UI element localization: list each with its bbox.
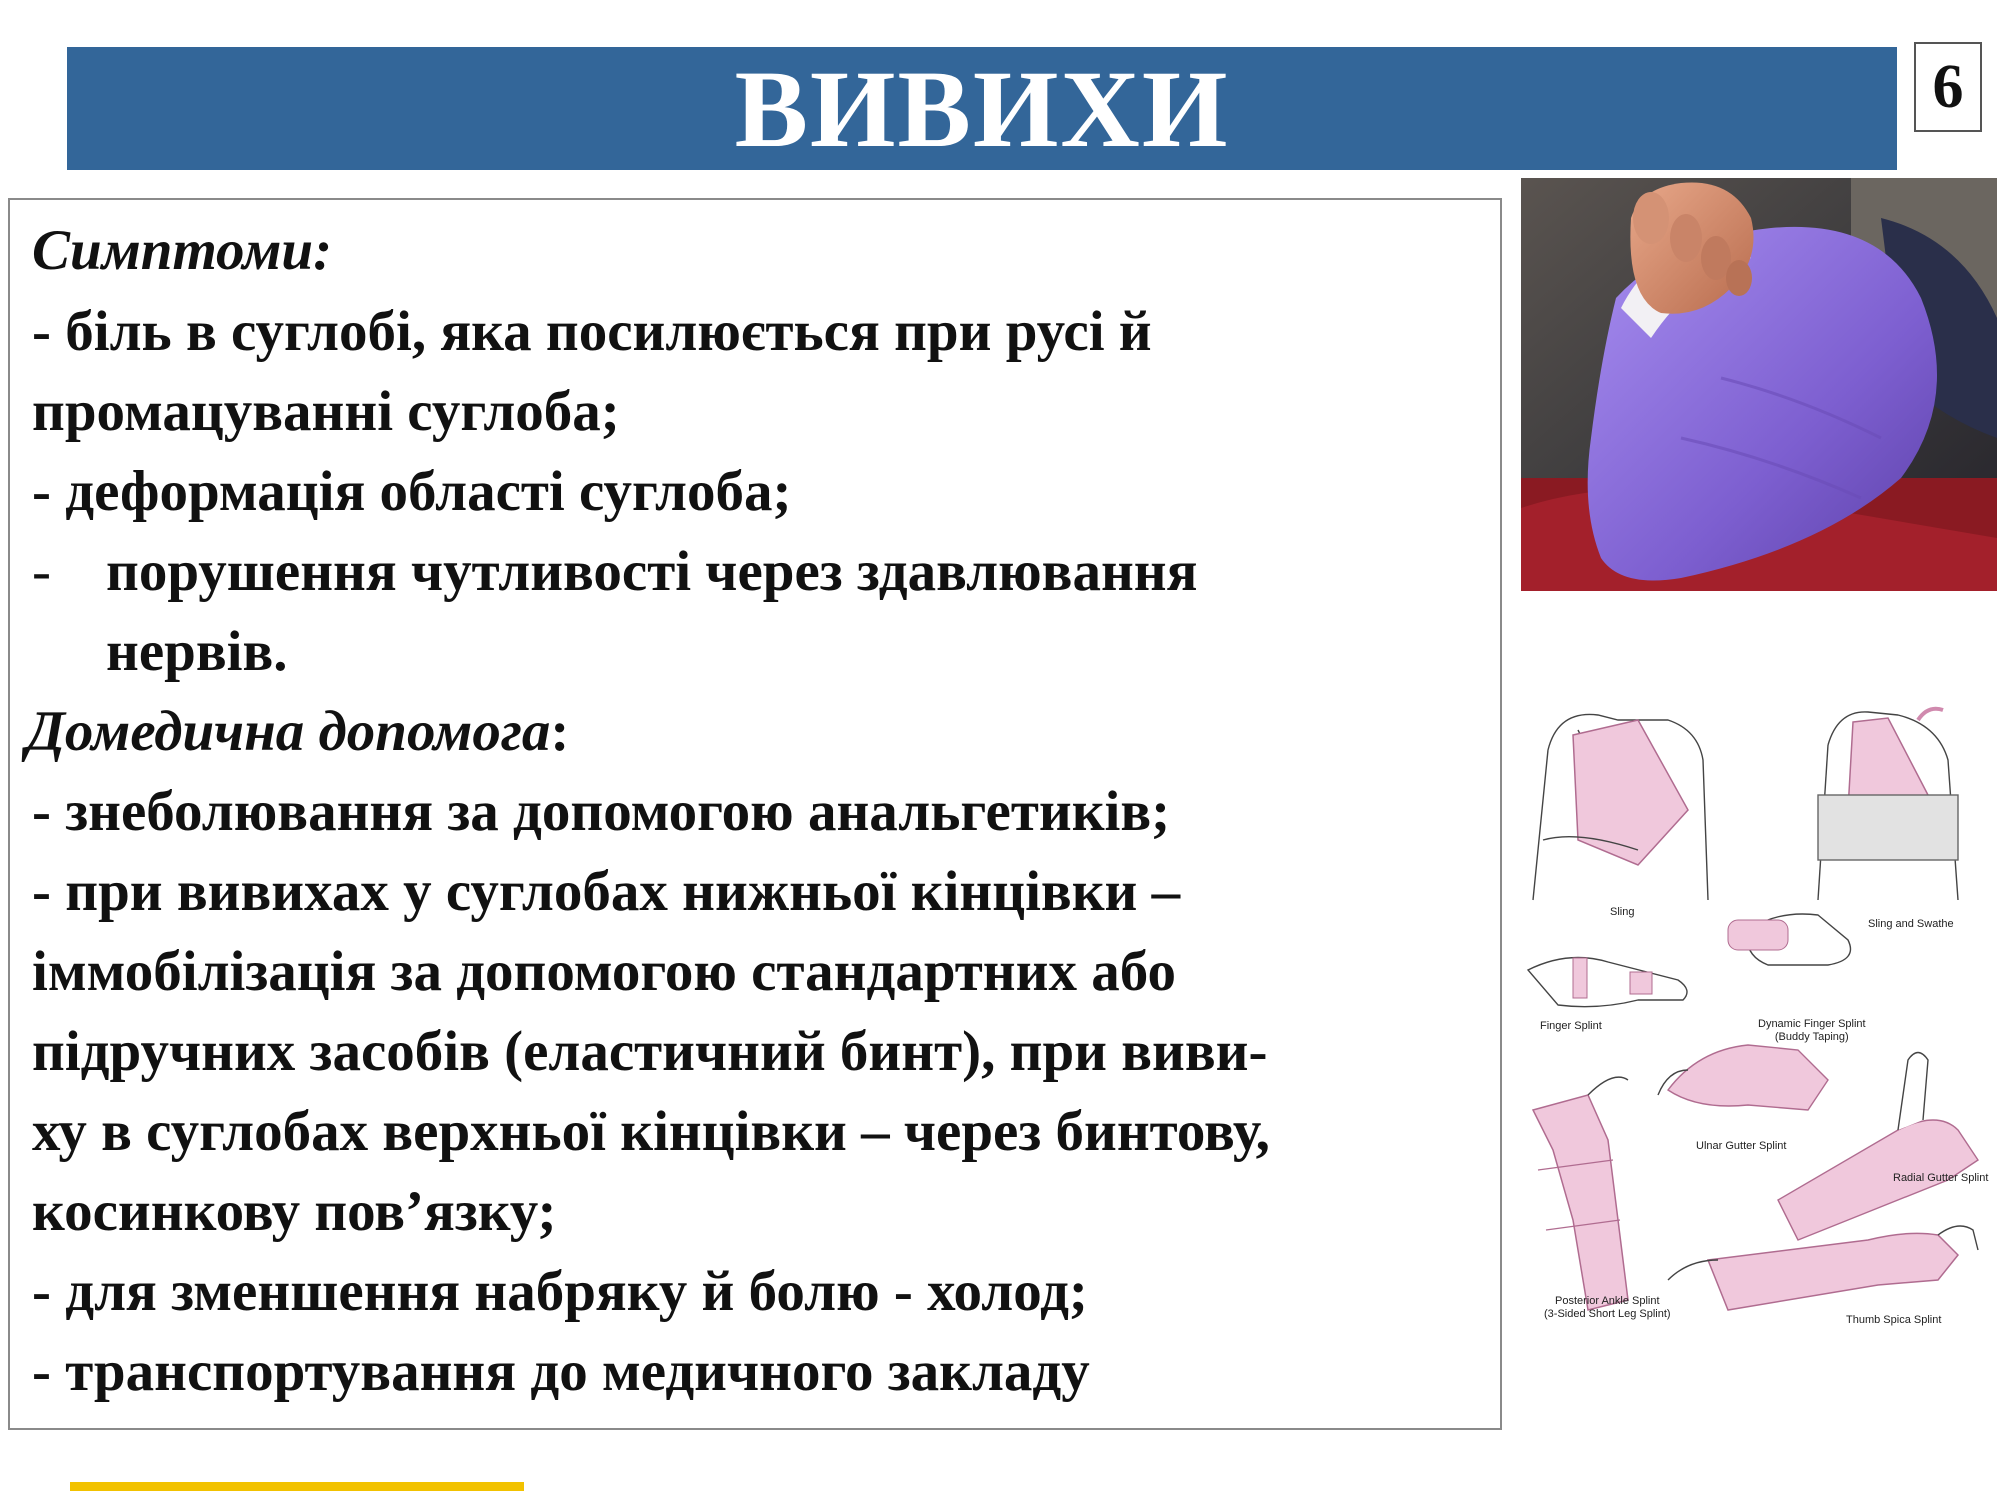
caption-posterior-line1: Posterior Ankle Splint bbox=[1555, 1295, 1660, 1307]
page-title: ВИВИХИ bbox=[734, 47, 1230, 170]
caption-dynamic-finger-line1: Dynamic Finger Splint bbox=[1758, 1018, 1866, 1030]
aid-heading-colon: : bbox=[550, 700, 570, 763]
aid-line: косинкову пов’язку; bbox=[32, 1180, 557, 1243]
caption-dynamic-finger bbox=[1758, 1018, 1866, 1043]
aid-line: іммобілізація за допомогою стандартних або bbox=[32, 940, 1176, 1003]
list-dash: - bbox=[32, 540, 51, 603]
aid-heading: Домедична допомога bbox=[26, 700, 551, 763]
symptom-line: нервів. bbox=[106, 620, 288, 683]
caption-sling-swathe: Sling and Swathe bbox=[1868, 918, 1954, 930]
symptoms-heading: Симптоми: bbox=[32, 219, 333, 282]
symptom-line: - деформація області суглоба; bbox=[32, 460, 792, 523]
cast-photo bbox=[1521, 178, 1997, 591]
aid-heading-row bbox=[26, 700, 570, 763]
cast-photo-illustration bbox=[1521, 178, 1997, 591]
aid-line: - при вивихах у суглобах нижньої кінцівки – bbox=[32, 860, 1181, 923]
caption-posterior-line2: (3-Sided Short Leg Splint) bbox=[1544, 1307, 1671, 1320]
symptom-line: порушення чутливості через здавлювання bbox=[106, 540, 1198, 603]
caption-ulnar: Ulnar Gutter Splint bbox=[1696, 1140, 1787, 1152]
caption-posterior bbox=[1544, 1295, 1671, 1320]
splint-diagram bbox=[1518, 700, 1996, 1350]
caption-dynamic-finger-line2: (Buddy Taping) bbox=[1774, 1030, 1849, 1043]
slide-number: 6 bbox=[1914, 42, 1982, 132]
aid-line: - знеболювання за допомогою анальгетиків; bbox=[32, 780, 1171, 843]
caption-finger-splint: Finger Splint bbox=[1540, 1020, 1602, 1032]
content-box bbox=[8, 198, 1502, 1430]
title-bar bbox=[67, 47, 1897, 170]
symptom-line: промацуванні суглоба; bbox=[32, 380, 620, 443]
symptom-line: - біль в суглобі, яка посилюється при русі й bbox=[32, 300, 1152, 363]
accent-underline bbox=[70, 1482, 524, 1491]
caption-radial: Radial Gutter Splint bbox=[1893, 1172, 1989, 1184]
aid-line: - транспортування до медичного закладу bbox=[32, 1340, 1090, 1403]
caption-sling: Sling bbox=[1610, 906, 1635, 918]
caption-thumb: Thumb Spica Splint bbox=[1846, 1314, 1942, 1326]
aid-line: - для зменшення набряку й болю - холод; bbox=[32, 1260, 1088, 1323]
aid-line: ху в суглобах верхньої кінцівки – через бинтову, bbox=[32, 1100, 1270, 1163]
aid-line: підручних засобів (еластичний бинт), при виви- bbox=[32, 1020, 1268, 1083]
